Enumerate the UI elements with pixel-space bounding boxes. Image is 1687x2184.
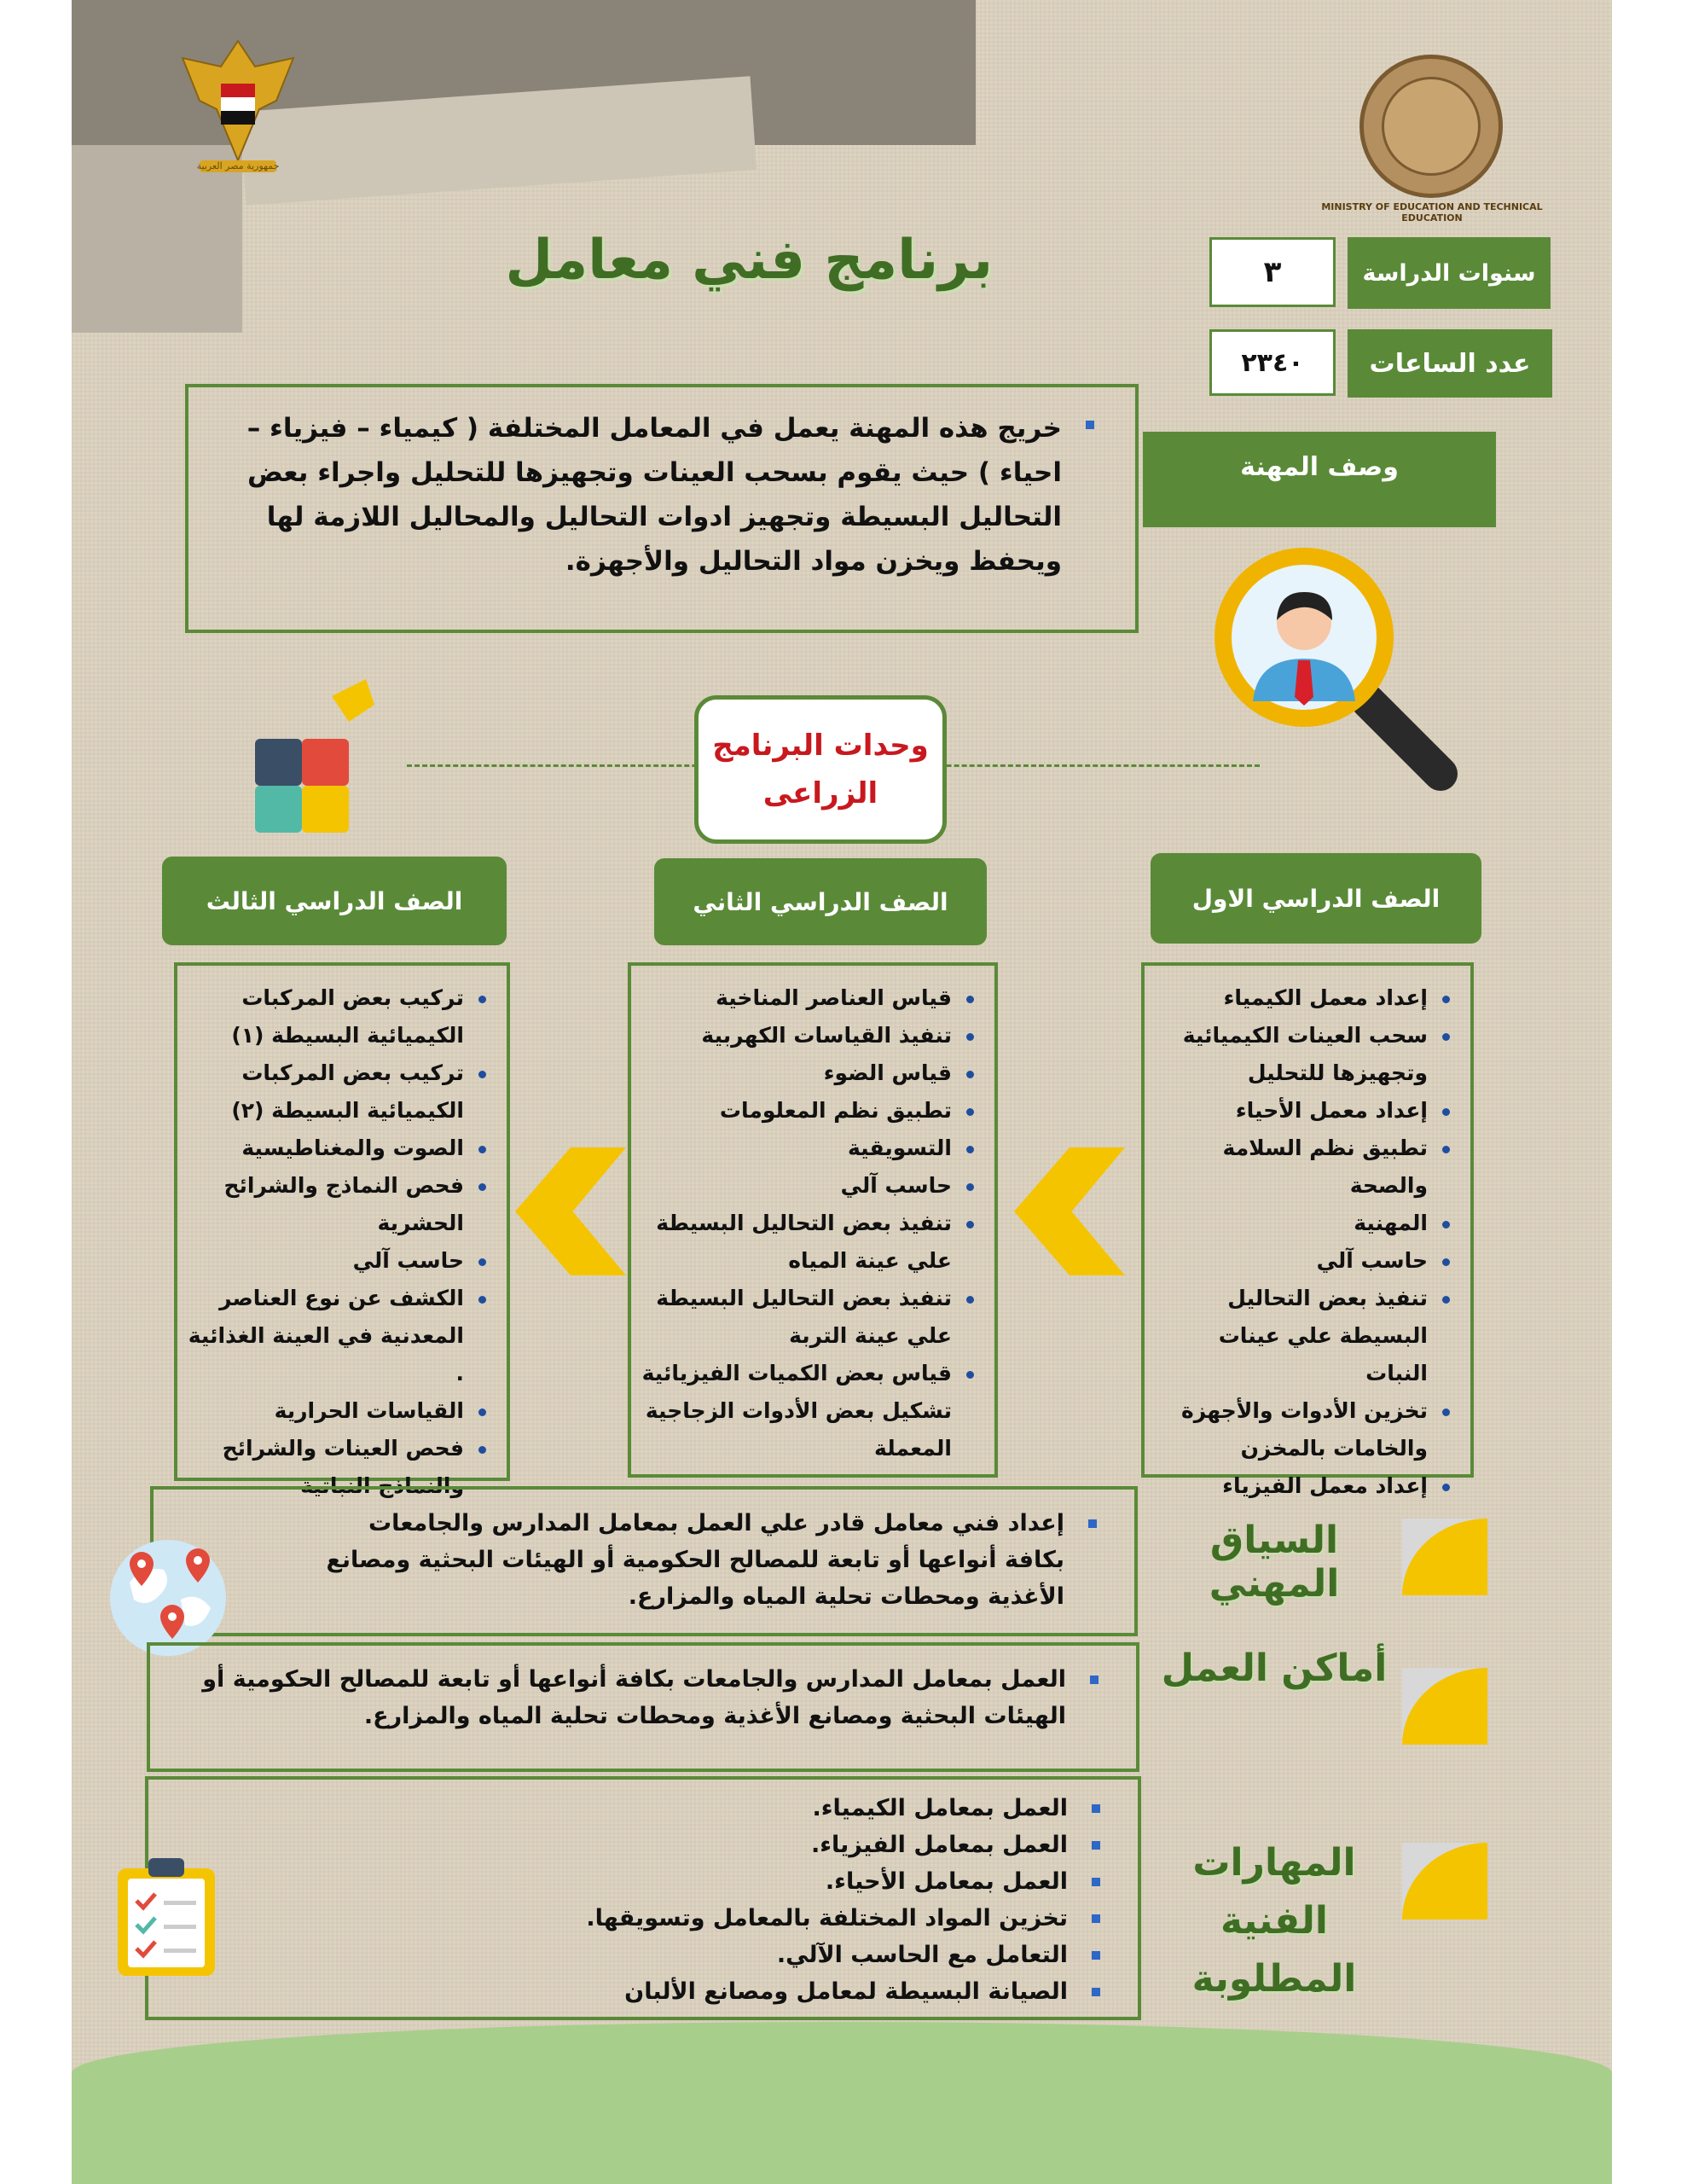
list-item: إعداد معمل الكيمياء (1151, 979, 1455, 1017)
skills-label-line1: المهارات الفنية (1192, 1841, 1356, 1943)
study-years-label: سنوات الدراسة (1348, 237, 1551, 309)
list-item: قياس بعض الكميات الفيزيائية تشكيل بعض الأدوات الزجاجية المعملة (638, 1355, 979, 1467)
eagle-emblem-icon (174, 32, 302, 177)
workplaces-text: العمل بمعامل المدارس والجامعات بكافة أنواعها أو تابعة للمصالح الحكومية أو الهيئات البحثية ومصانع الأغذية ومحطات تحلية المياه والمزارع. (162, 1661, 1105, 1734)
list-item: سحب العينات الكيميائية وتجهيزها للتحليل (1151, 1017, 1455, 1092)
grade-1-list (1151, 979, 1455, 1505)
list-item: إعداد معمل الفيزياء (1151, 1467, 1455, 1505)
ministry-seal-text: MINISTRY OF EDUCATION AND TECHNICAL EDUCATION (1321, 201, 1543, 224)
workplaces-label: أماكن العمل (1161, 1647, 1388, 1690)
units-title-line1: وحدات البرنامج (712, 729, 929, 763)
clipboard-check-icon (111, 1851, 222, 1979)
ministry-seal-icon (1359, 55, 1503, 198)
hours-value: ٢٣٤٠ (1209, 329, 1336, 396)
career-context-list (324, 1505, 1104, 1615)
chevron-left-icon (1014, 1147, 1125, 1275)
page (72, 0, 1612, 2184)
skills-label-line2: المطلوبة (1191, 1957, 1357, 2001)
list-item: فحص النماذج والشرائح الحشرية (184, 1167, 491, 1242)
list-item: حاسب آلي (638, 1167, 979, 1205)
quarter-circle-icon (1402, 1668, 1487, 1745)
quarter-circle-icon (1402, 1843, 1487, 1920)
workplaces-list (162, 1661, 1105, 1734)
list-item: تركيب بعض المركبات الكيميائية البسيطة (١) (184, 979, 491, 1054)
list-item: القياسات الحرارية (184, 1392, 491, 1430)
list-item: المهنية (1151, 1205, 1455, 1242)
list-item: تركيب بعض المركبات الكيميائية البسيطة (٢) (184, 1054, 491, 1130)
list-item: قياس الضوء (638, 1054, 979, 1092)
chevron-left-icon (515, 1147, 626, 1275)
grade-1-box (1141, 962, 1474, 1498)
list-item: الصوت والمغناطيسية (184, 1130, 491, 1167)
grade-1-header: الصف الدراسي الاول (1151, 853, 1481, 944)
list-item: فحص العينات والشرائح والنماذج النباتية (184, 1430, 491, 1505)
green-ground-decoration (72, 2022, 1612, 2184)
workplaces-box (147, 1642, 1139, 1772)
job-description-list (207, 406, 1101, 584)
hours-label: عدد الساعات (1348, 329, 1552, 398)
list-item: التعامل مع الحاسب الآلي. (160, 1937, 1107, 1973)
grade-2-list (638, 979, 979, 1467)
skills-list (160, 1790, 1107, 2010)
globe-pins-icon (104, 1531, 232, 1659)
list-item: تنفيذ القياسات الكهربية (638, 1017, 979, 1054)
list-item: تطبيق نظم المعلومات (638, 1092, 979, 1130)
list-item: العمل بمعامل الكيمياء. (160, 1790, 1107, 1827)
grade-3-list (184, 979, 491, 1505)
list-item: حاسب آلي (1151, 1242, 1455, 1280)
skills-box (145, 1776, 1141, 2020)
page-title: برنامج فني معامل (505, 229, 993, 292)
career-context-label: السياق المهني (1209, 1519, 1340, 1606)
career-context-text: إعداد فني معامل قادر علي العمل بمعامل المدارس والجامعات بكافة أنواعها أو تابعة للمصالح الحكومية أو الهيئات البحثية ومصانع الأغذية ومحطات تحلية المياه والمزارع. (324, 1505, 1104, 1615)
list-item: تطبيق نظم السلامة والصحة (1151, 1130, 1455, 1205)
quarter-circle-icon (1402, 1519, 1487, 1595)
magnifier-person-icon (1206, 539, 1462, 795)
list-item: التسويقية (638, 1130, 979, 1167)
units-box (694, 695, 947, 844)
list-item: الصيانة البسيطة لمعامل ومصانع الألبان (160, 1973, 1107, 2010)
list-item: تخزين الأدوات والأجهزة والخامات بالمخزن (1151, 1392, 1455, 1467)
list-item: تنفيذ بعض التحاليل البسيطة علي عينات النبات (1151, 1280, 1455, 1392)
list-item: العمل بمعامل الفيزياء. (160, 1827, 1107, 1863)
eagle-caption: جمهورية مصر العربية (196, 160, 280, 171)
grade-2-box (628, 962, 998, 1478)
list-item: الكشف عن نوع العناصر المعدنية في العينة الغذائية . (184, 1280, 491, 1392)
units-title-line2: الزراعى (762, 776, 878, 810)
job-description-label: وصف المهنة (1143, 432, 1496, 527)
grade-3-box (174, 962, 510, 1498)
list-item: قياس العناصر المناخية (638, 979, 979, 1017)
list-item: إعداد معمل الأحياء (1151, 1092, 1455, 1130)
job-description-text: خريج هذه المهنة يعمل في المعامل المختلفة ( كيمياء – فيزياء – احياء ) حيث يقوم بسحب العينات وتجهيزها للتحليل واجراء بعض التحاليل البسيطة وتجهيز ادوات التحاليل والمحاليل اللازمة لها ويحفظ ويخزن مواد التحاليل والأجهزة. (207, 406, 1101, 584)
study-years-value: ٣ (1209, 237, 1336, 307)
list-item: تنفيذ بعض التحاليل البسيطة علي عينة المياه (638, 1205, 979, 1280)
puzzle-icon (246, 679, 391, 837)
job-description-box (185, 384, 1139, 633)
list-item: العمل بمعامل الأحياء. (160, 1863, 1107, 1900)
career-context-box (150, 1486, 1138, 1636)
grade-3-header: الصف الدراسي الثالث (162, 857, 507, 945)
grade-2-header: الصف الدراسي الثاني (654, 858, 987, 945)
skills-label (1146, 1834, 1402, 2001)
list-item: حاسب آلي (184, 1242, 491, 1280)
list-item: تخزين المواد المختلفة بالمعامل وتسويقها. (160, 1900, 1107, 1937)
list-item: تنفيذ بعض التحاليل البسيطة علي عينة التربة (638, 1280, 979, 1355)
